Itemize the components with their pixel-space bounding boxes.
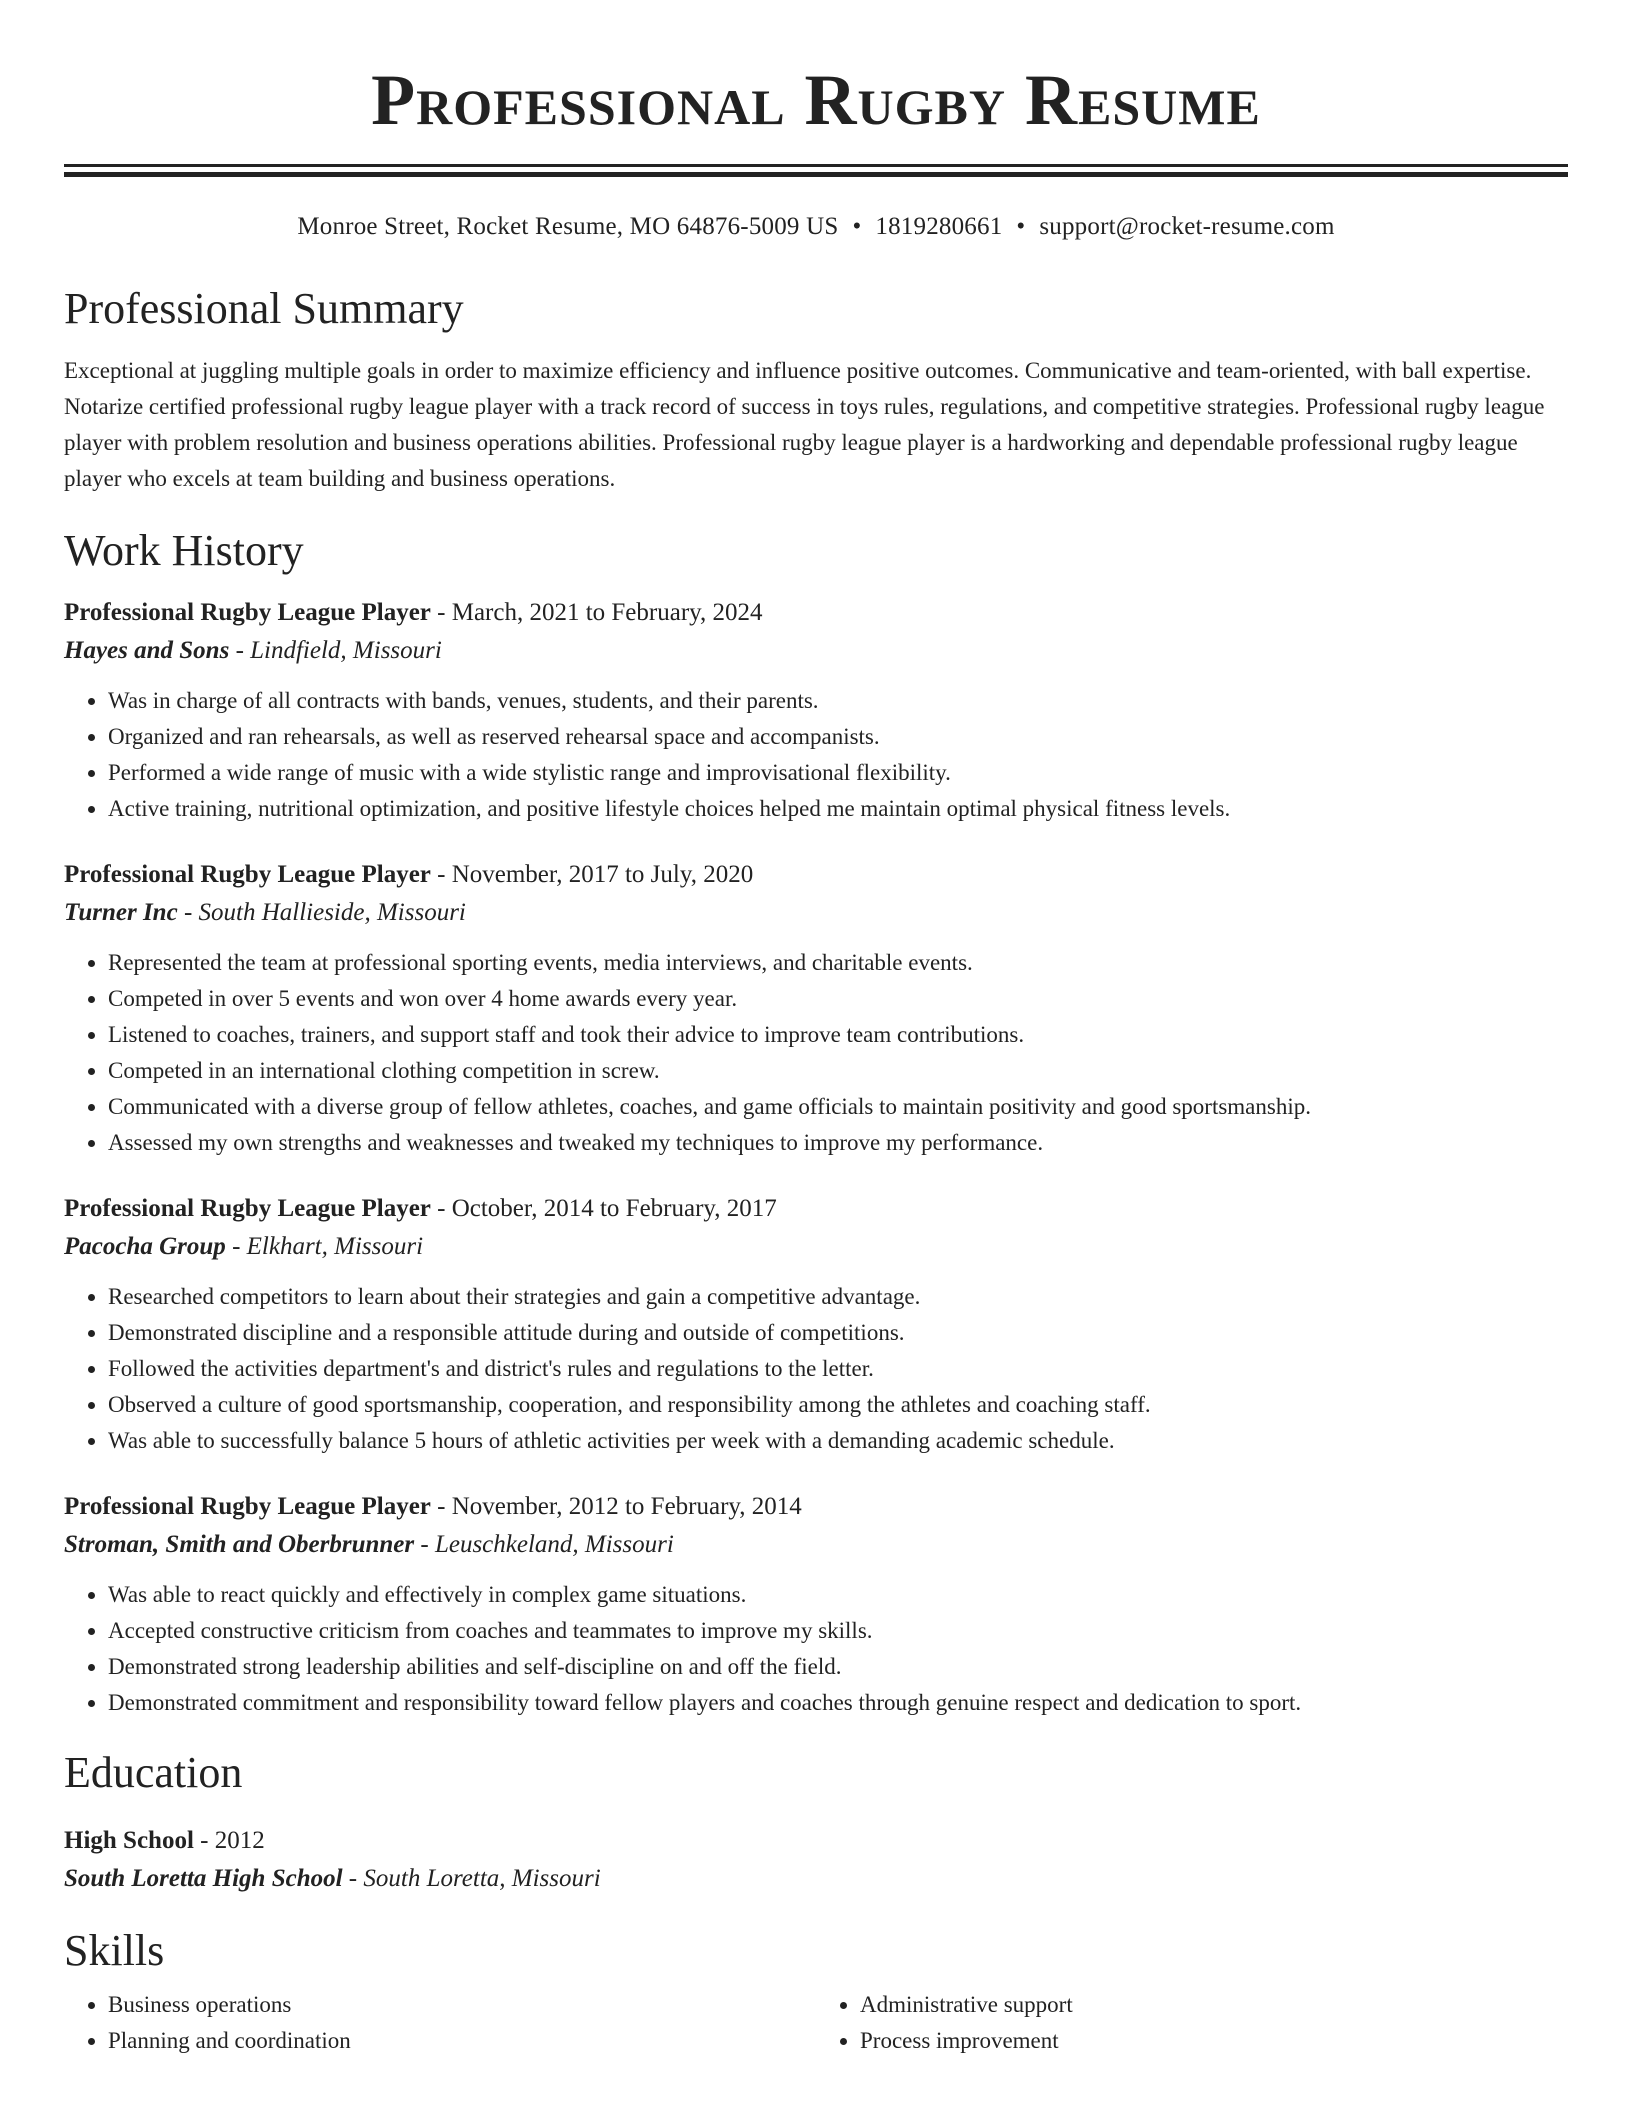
list-item: • Demonstrated commitment and responsibility toward fellow players and coaches through genuine respect and dedication to sport. — [108, 1685, 1568, 1721]
job-title-line — [64, 1489, 1568, 1525]
list-item: • Represented the team at professional sporting events, media interviews, and charitable events. — [108, 945, 1568, 981]
job-title-line — [64, 857, 1568, 893]
list-item: • Organized and ran rehearsals, as well as reserved rehearsal space and accompanists. — [108, 719, 1568, 755]
job-dates: - October, 2014 to February, 2017 — [430, 1195, 777, 1222]
skills-heading: Skills — [64, 1926, 165, 1975]
employer-line — [64, 893, 1568, 933]
header-rule-top — [64, 164, 1568, 167]
skill-item: • Business operations — [108, 1987, 816, 2023]
skills-list-right — [816, 1987, 1568, 2059]
job-title-line — [64, 1191, 1568, 1227]
job-entry — [64, 857, 1568, 1161]
job-duties-list — [64, 1279, 1568, 1459]
employer-name: Turner Inc — [64, 899, 178, 926]
degree-name: High School — [64, 1827, 194, 1854]
list-item: • Competed in an international clothing competition in screw. — [108, 1053, 1568, 1089]
list-item: • Was able to react quickly and effectively in complex game situations. — [108, 1577, 1568, 1613]
contact-phone: 1819280661 — [875, 213, 1003, 240]
contact-email: support@rocket-resume.com — [1039, 213, 1335, 240]
education-entry — [64, 1823, 1568, 1899]
employer-location: - Lindfield, Missouri — [229, 637, 442, 664]
list-item: • Communicated with a diverse group of fellow athletes, coaches, and game officials to maintain positivity and good sportsmanship. — [108, 1089, 1568, 1125]
list-item: • Followed the activities department's and district's rules and regulations to the letter. — [108, 1351, 1568, 1387]
work-history-heading: Work History — [64, 526, 304, 575]
skill-item: • Planning and coordination — [108, 2023, 816, 2059]
job-position: Professional Rugby League Player — [64, 861, 431, 888]
school-location: - South Loretta, Missouri — [342, 1865, 601, 1892]
resume-name: Professional Rugby Resume — [371, 60, 1261, 140]
employer-name: Stroman, Smith and Oberbrunner — [64, 1531, 415, 1558]
job-position: Professional Rugby League Player — [64, 1493, 431, 1520]
job-duties-list — [64, 1577, 1568, 1721]
list-item: • Listened to coaches, trainers, and support staff and took their advice to improve team contributions. — [108, 1017, 1568, 1053]
employer-location: - South Hallieside, Missouri — [177, 899, 466, 926]
list-item: • Demonstrated strong leadership abilities and self-discipline on and off the field. — [108, 1649, 1568, 1685]
list-item: • Accepted constructive criticism from coaches and teammates to improve my skills. — [108, 1613, 1568, 1649]
summary-text: Exceptional at juggling multiple goals in order to maximize efficiency and influence positive outcomes. Communicative and team-oriented, with ball expertise. Notarize certified professional rugby league player with a track record of success in toys rules, regulations, and competitive strategies. Professional rugby league player with problem resolution and business operations abilities. Professional rugby league player is a hardworking and dependable professional rugby league player who excels at team building and business operations. — [64, 358, 1545, 491]
employer-name: Hayes and Sons — [64, 637, 230, 664]
employer-location: - Elkhart, Missouri — [225, 1233, 424, 1260]
education-heading: Education — [64, 1748, 243, 1797]
school-line — [64, 1859, 1568, 1899]
list-item: • Assessed my own strengths and weaknesses and tweaked my techniques to improve my performance. — [108, 1125, 1568, 1161]
employer-line — [64, 1525, 1568, 1565]
job-duties-list — [64, 945, 1568, 1161]
skill-item: • Process improvement — [860, 2023, 1568, 2059]
job-entry — [64, 595, 1568, 827]
employer-name: Pacocha Group — [64, 1233, 226, 1260]
school-name: South Loretta High School — [64, 1865, 343, 1892]
header-rule-bottom — [64, 172, 1568, 177]
list-item: • Active training, nutritional optimization, and positive lifestyle choices helped me maintain optimal physical fitness levels. — [108, 791, 1568, 827]
job-entry — [64, 1489, 1568, 1721]
graduation-year: - 2012 — [193, 1827, 265, 1854]
list-item: • Performed a wide range of music with a wide stylistic range and improvisational flexibility. — [108, 755, 1568, 791]
skills-grid — [64, 1987, 1568, 2059]
job-dates: - November, 2012 to February, 2014 — [430, 1493, 802, 1520]
job-entry — [64, 1191, 1568, 1459]
contact-separator: • — [1016, 213, 1026, 240]
employer-line — [64, 1227, 1568, 1267]
contact-separator: • — [852, 213, 862, 240]
job-dates: - March, 2021 to February, 2024 — [430, 599, 763, 626]
job-position: Professional Rugby League Player — [64, 599, 431, 626]
employer-location: - Leuschkeland, Missouri — [414, 1531, 674, 1558]
list-item: • Demonstrated discipline and a responsible attitude during and outside of competitions. — [108, 1315, 1568, 1351]
job-dates: - November, 2017 to July, 2020 — [430, 861, 754, 888]
job-duties-list — [64, 683, 1568, 827]
list-item: • Researched competitors to learn about their strategies and gain a competitive advantage. — [108, 1279, 1568, 1315]
job-title-line — [64, 595, 1568, 631]
summary-heading: Professional Summary — [64, 284, 464, 333]
list-item: • Observed a culture of good sportsmanship, cooperation, and responsibility among the athletes and coaching staff. — [108, 1387, 1568, 1423]
degree-line — [64, 1823, 1568, 1859]
skills-list-left — [64, 1987, 816, 2059]
contact-line — [64, 211, 1568, 243]
list-item: • Competed in over 5 events and won over 4 home awards every year. — [108, 981, 1568, 1017]
contact-address: Monroe Street, Rocket Resume, MO 64876-5009 US — [297, 213, 839, 240]
list-item: • Was in charge of all contracts with bands, venues, students, and their parents. — [108, 683, 1568, 719]
skill-item: • Administrative support — [860, 1987, 1568, 2023]
list-item: • Was able to successfully balance 5 hours of athletic activities per week with a demanding academic schedule. — [108, 1423, 1568, 1459]
job-position: Professional Rugby League Player — [64, 1195, 431, 1222]
employer-line — [64, 631, 1568, 671]
